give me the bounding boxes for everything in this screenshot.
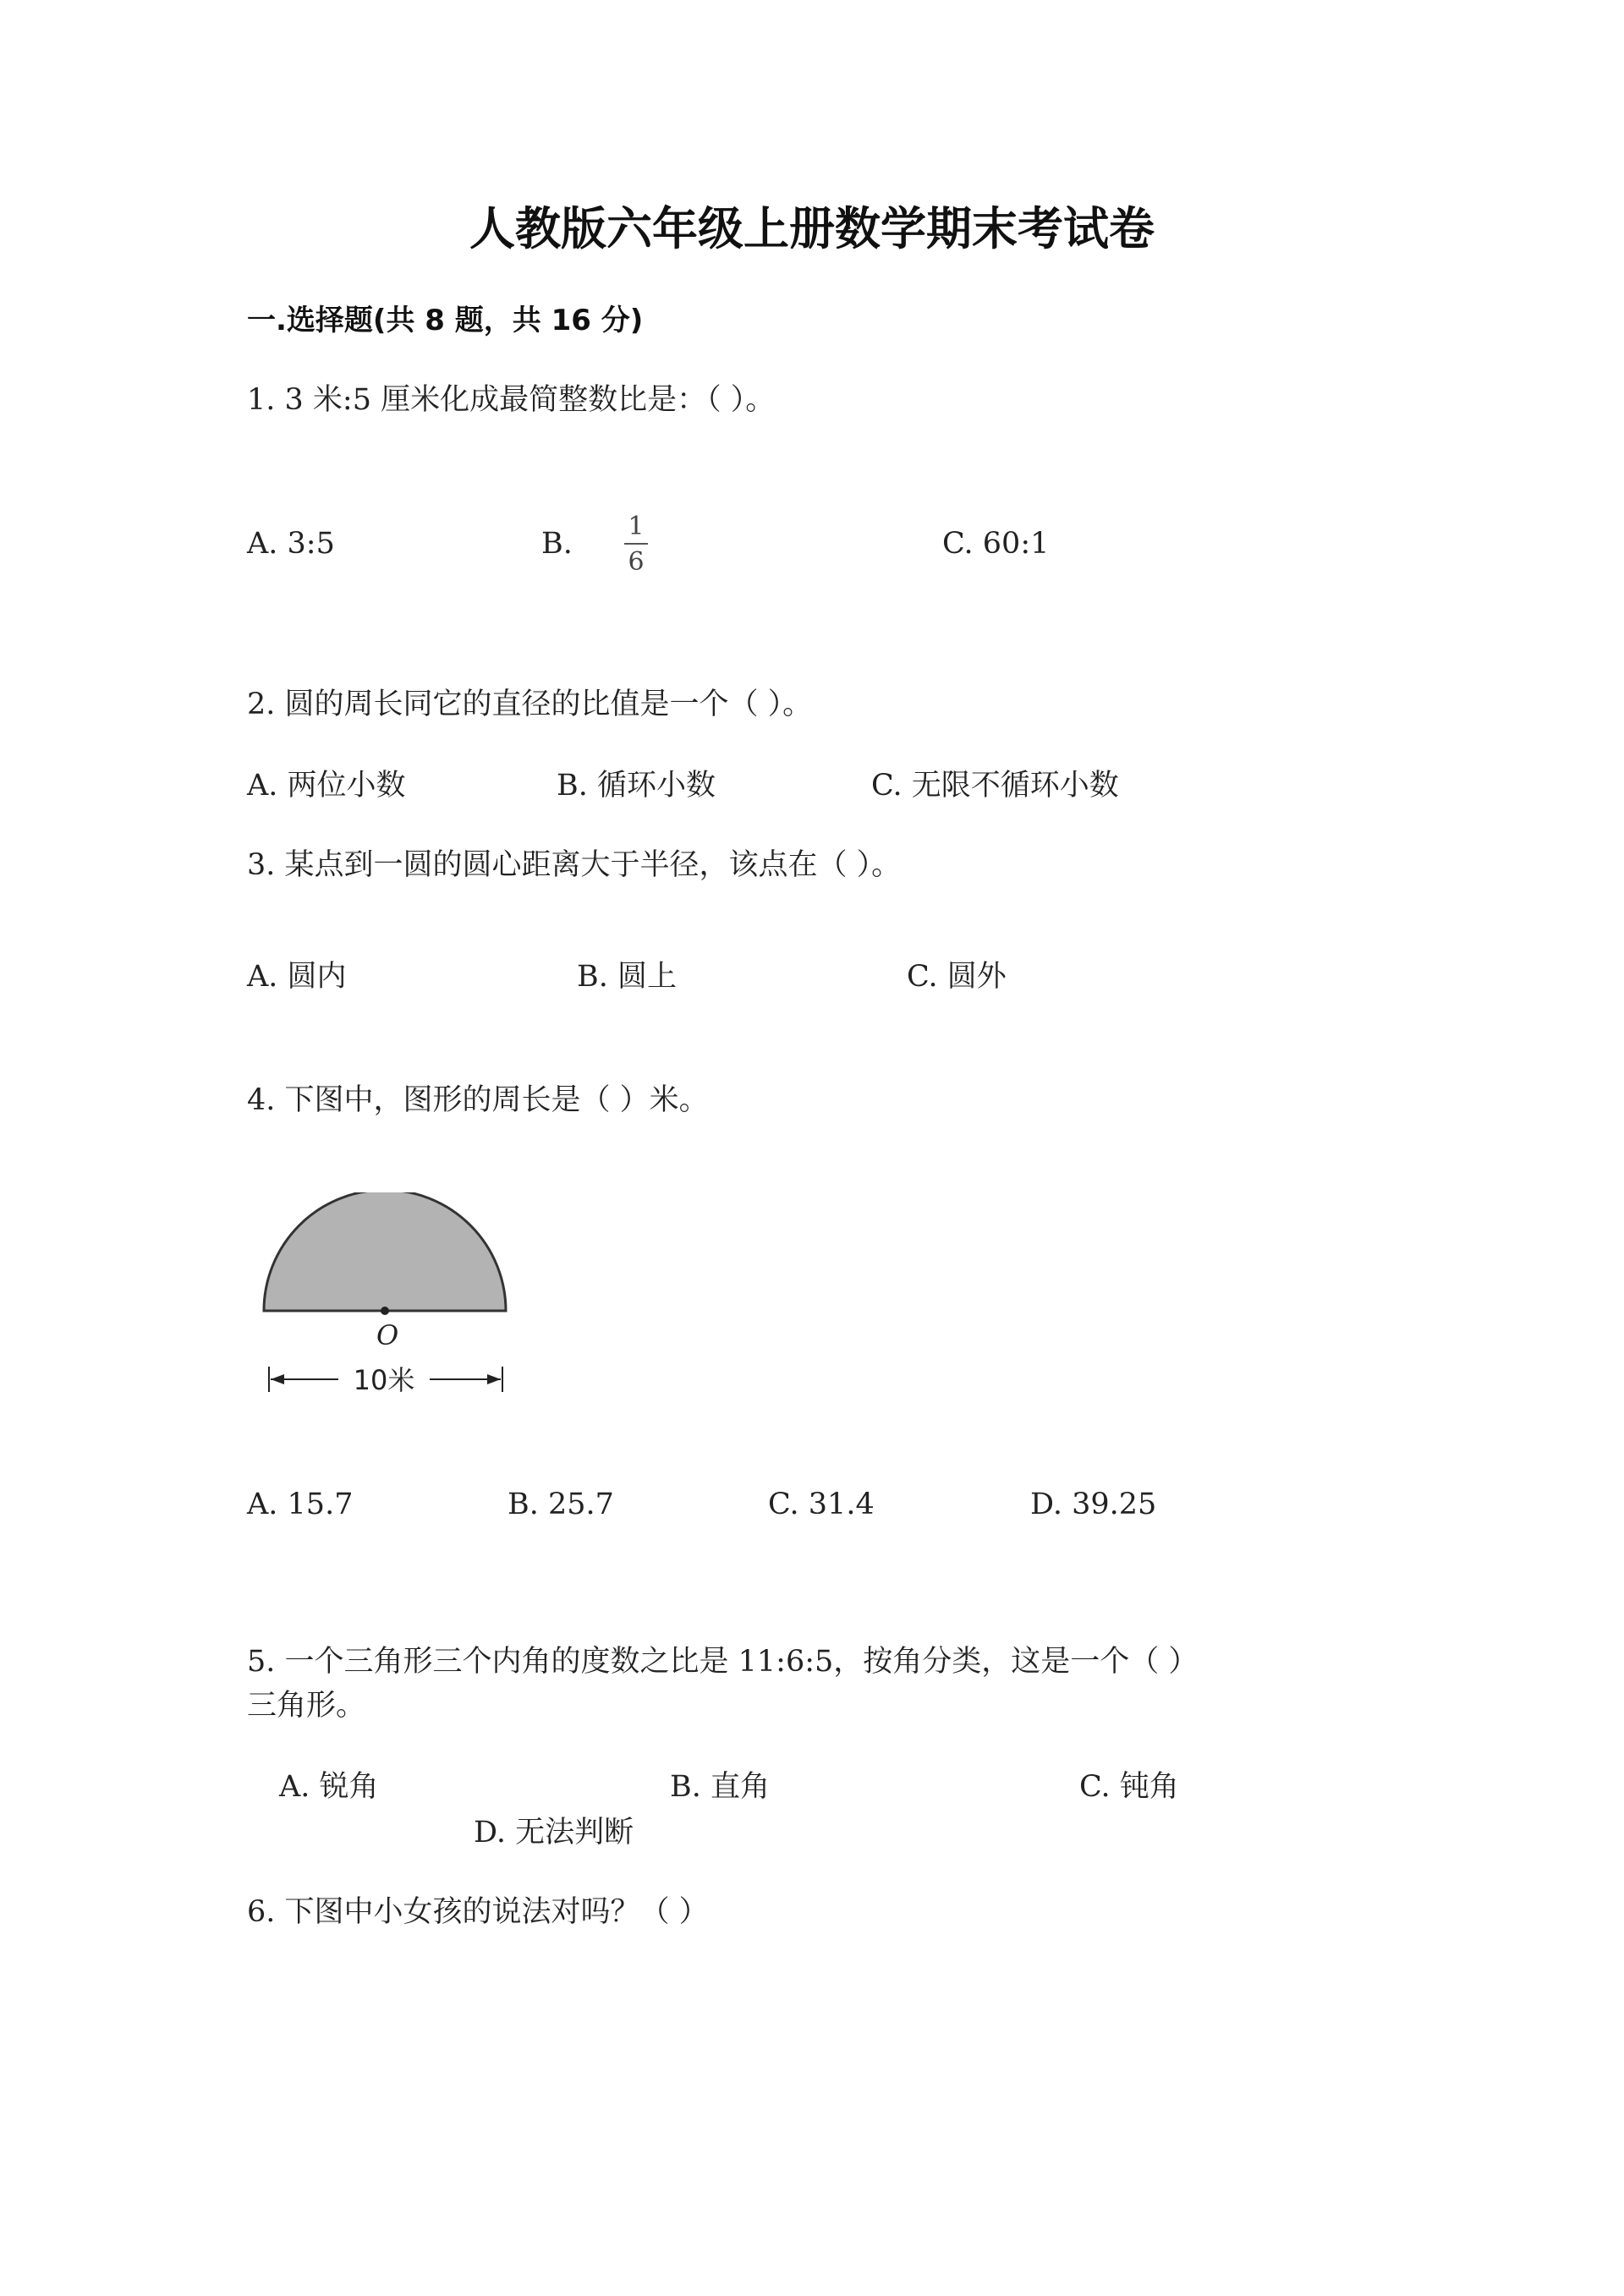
dimension-arrow-right bbox=[487, 1374, 501, 1384]
question-2-option-b: B. 循环小数 bbox=[557, 769, 716, 803]
question-1-option-b-fraction bbox=[624, 514, 648, 575]
question-5-text-line1: 5. 一个三角形三个内角的度数之比是 11:6:5，按角分类，这是一个（ ） bbox=[247, 1645, 1199, 1679]
question-2-option-c: C. 无限不循环小数 bbox=[871, 769, 1119, 803]
exam-title: 人教版六年级上册数学期末考试卷 bbox=[469, 202, 1155, 255]
question-2-text: 2. 圆的周长同它的直径的比值是一个（ ）。 bbox=[247, 688, 813, 721]
question-5-option-d: D. 无法判断 bbox=[474, 1816, 634, 1849]
question-3-option-a: A. 圆内 bbox=[247, 960, 347, 994]
question-3-option-b: B. 圆上 bbox=[577, 960, 677, 994]
question-1-option-a: A. 3:5 bbox=[247, 527, 335, 561]
semicircle-figure bbox=[254, 1192, 524, 1404]
question-1-option-c: C. 60:1 bbox=[942, 527, 1050, 561]
question-1-option-b-label: B. bbox=[541, 527, 573, 561]
question-4-text: 4. 下图中，图形的周长是（ ）米。 bbox=[247, 1083, 709, 1117]
width-label: 10米 bbox=[353, 1364, 415, 1396]
question-5-option-c: C. 钝角 bbox=[1079, 1770, 1179, 1804]
center-point bbox=[381, 1307, 389, 1315]
question-5-option-a: A. 锐角 bbox=[279, 1770, 379, 1804]
question-3-text: 3. 某点到一圆的圆心距离大于半径，该点在（ ）。 bbox=[247, 848, 902, 882]
question-4-option-d: D. 39.25 bbox=[1030, 1488, 1157, 1521]
question-1-text: 1. 3 米:5 厘米化成最简整数比是：（ ）。 bbox=[247, 383, 776, 417]
question-6-text: 6. 下图中小女孩的说法对吗？（ ） bbox=[247, 1895, 709, 1929]
question-4-option-c: C. 31.4 bbox=[768, 1488, 875, 1521]
question-4-option-a: A. 15.7 bbox=[247, 1488, 354, 1521]
question-3-option-c: C. 圆外 bbox=[907, 960, 1007, 994]
question-4-option-b: B. 25.7 bbox=[508, 1488, 614, 1521]
question-5-text-line2: 三角形。 bbox=[247, 1689, 366, 1723]
fraction-numerator: 1 bbox=[628, 512, 645, 541]
center-label: O bbox=[376, 1319, 399, 1351]
question-2-option-a: A. 两位小数 bbox=[247, 769, 406, 803]
section-heading-choice: 一.选择题(共 8 题，共 16 分) bbox=[247, 304, 644, 337]
semicircle-shape bbox=[264, 1192, 506, 1311]
question-5-option-b: B. 直角 bbox=[670, 1770, 770, 1804]
dimension-arrow-left bbox=[271, 1374, 284, 1384]
fraction-bar bbox=[624, 543, 648, 545]
fraction-denominator: 6 bbox=[628, 547, 645, 577]
